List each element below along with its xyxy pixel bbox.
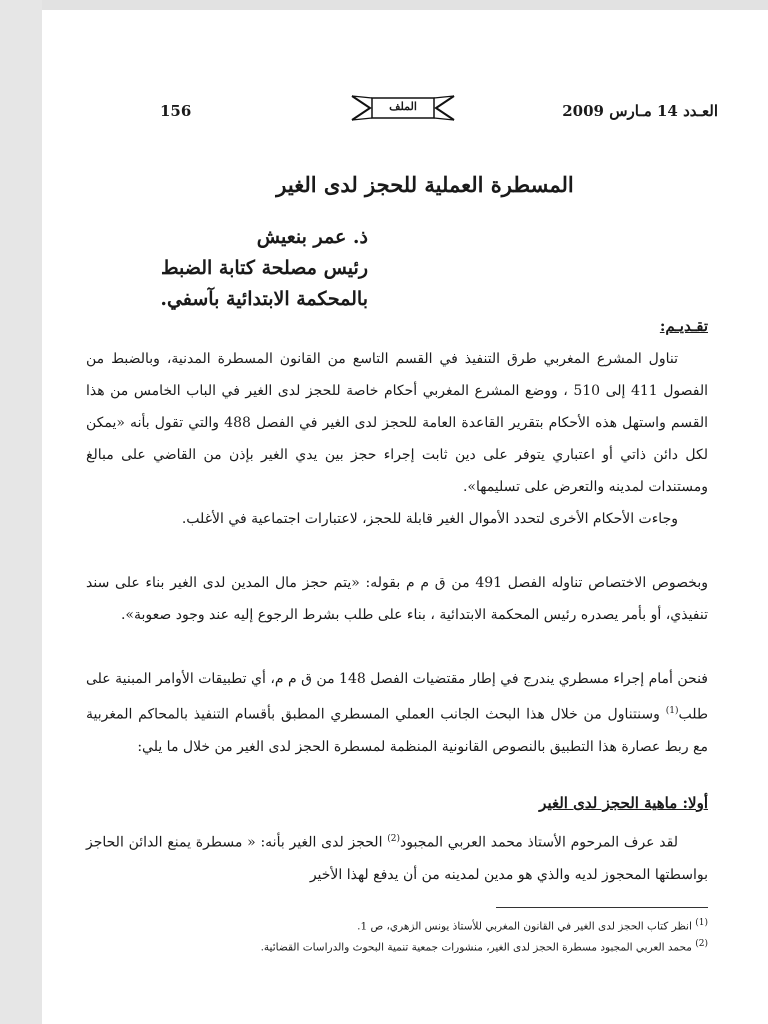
paragraph-2: وجاءت الأحكام الأخرى لتحدد الأموال الغير قابلة للحجز، لاعتبارات اجتماعية في الأغلب. bbox=[181, 511, 678, 527]
footnote-2 bbox=[148, 936, 708, 957]
document-page bbox=[42, 10, 768, 1024]
author-block bbox=[160, 222, 368, 315]
paragraph-5 bbox=[86, 823, 708, 891]
paragraph-3: وبخصوص الاختصاص تناوله الفصل 491 من ق م م بقوله: «يتم حجز مال المدين لدى الغير بناء على سند تنفيذي، أو بأمر يصدره رئيس المحكمة الابتدائية ، بناء على طلب بشرط الرجوع إليه عند وجود صعوبة». bbox=[86, 575, 708, 623]
paragraph-5-text-b: الحجز لدى الغير بأنه: « مسطرة يمنع الدائن الحاجز بواسطتها المحجوز لديه والذي هو مدين لمدينه من أن يدفع لهذا الأخير bbox=[86, 834, 708, 883]
article-title: المسطرة العملية للحجز لدى الغير bbox=[276, 172, 574, 197]
paragraph-4 bbox=[86, 663, 708, 763]
journal-name: الملف bbox=[389, 100, 417, 113]
intro-heading: تقـديـم: bbox=[659, 317, 708, 335]
author-position: رئيس مصلحة كتابة الضبط bbox=[160, 257, 368, 279]
scan-margin bbox=[0, 0, 42, 1024]
author-name: ذ. عمر بنعيش bbox=[256, 226, 368, 248]
paragraph-4-text-a: فنحن أمام إجراء مسطري يندرج في إطار مقتضيات الفصل 148 من ق م م، أي تطبيقات الأوامر المبنية على طلب bbox=[86, 671, 708, 723]
footnote-1-text: انظر كتاب الحجز لدى الغير في القانون المغربي للأستاذ يونس الزهري، ص 1. bbox=[357, 920, 696, 933]
section-1-heading: أولا: ماهية الحجز لدى الغير bbox=[539, 794, 708, 812]
footnote-2-number: (2) bbox=[695, 938, 708, 949]
footnotes bbox=[148, 915, 708, 956]
issue-info: العـدد 14 مـارس 2009 bbox=[562, 102, 718, 120]
footnote-ref-2: (2) bbox=[387, 834, 401, 844]
top-edge bbox=[0, 0, 768, 10]
author-court: بالمحكمة الابتدائية بآسفي. bbox=[160, 288, 368, 310]
page-number: 156 bbox=[160, 102, 192, 120]
footnote-2-text: محمد العربي المجبود مسطرة الحجز لدى الغير، منشورات جمعية تنمية البحوث والدراسات القضائية. bbox=[260, 941, 696, 953]
running-header bbox=[42, 92, 768, 126]
footnote-1 bbox=[148, 915, 708, 936]
journal-logo bbox=[348, 92, 458, 124]
paragraph-5-text-a: لقد عرف المرحوم الأستاذ محمد العربي المجبود bbox=[400, 834, 678, 851]
paragraph-1: تناول المشرع المغربي طرق التنفيذ في القسم التاسع من القانون المسطرة المدنية، وبالضبط من الفصول 411 إلى 510 ، ووضع المشرع المغربي أحكام خاصة للحجز لدى الغير في الباب الخامس من هذا القسم واستهل هذه الأحكام بتقرير القاعدة العامة للحجز لدى الغير في الفصل 488 والتي تقول بأنه «يمكن لكل دائن ذاتي أو اعتباري يتوفر على دين ثابت إجراء حجز بين يدي الغير بإذن من القاضي على مبالغ ومستندات لمدينه والتعرض على تسليمها». bbox=[86, 351, 708, 495]
footnote-1-number: (1) bbox=[695, 918, 708, 928]
footnote-ref-1: (1) bbox=[665, 706, 679, 716]
footnote-separator bbox=[496, 907, 708, 908]
paragraph-4-text-b: وسنتناول من خلال هذا البحث الجانب العملي المسطري المطبق بأقسام التنفيذ بالمحاكم المغربية مع ربط عصارة هذا التطبيق بالنصوص القانونية المنظمة لمسطرة الحجز لدى الغير من خلال ما يلي: bbox=[86, 706, 708, 755]
